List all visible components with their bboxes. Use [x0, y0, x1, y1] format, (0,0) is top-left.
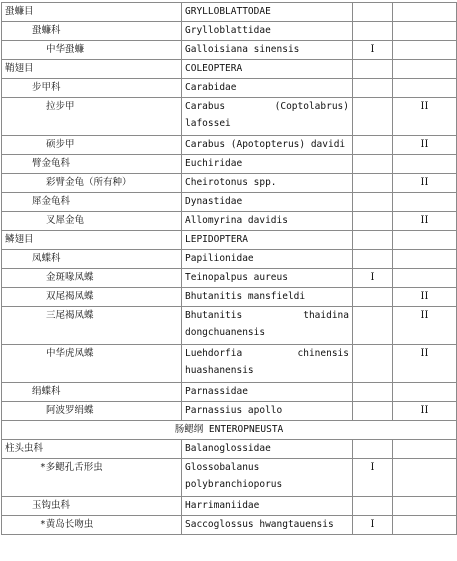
latin-name-cell: Euchiridae	[182, 155, 353, 174]
protection-level-1-cell	[353, 22, 393, 41]
protection-level-1-cell	[353, 79, 393, 98]
table-row	[2, 497, 457, 516]
chinese-name-cell: *黄岛长吻虫	[2, 516, 182, 535]
protection-level-1-cell: I	[353, 516, 393, 535]
protection-level-1-cell: I	[353, 269, 393, 288]
table-row	[2, 345, 457, 383]
chinese-name-cell: 鳞翅目	[2, 231, 182, 250]
latin-name-cell: Parnassidae	[182, 383, 353, 402]
protection-level-1-cell	[353, 155, 393, 174]
chinese-name-cell: 臂金龟科	[2, 155, 182, 174]
latin-name-cell: GRYLLOBLATTODAE	[182, 3, 353, 22]
table-row	[2, 22, 457, 41]
chinese-name-cell: 步甲科	[2, 79, 182, 98]
protection-level-2-cell	[393, 79, 457, 98]
protection-level-2-cell	[393, 516, 457, 535]
chinese-name-cell: 玉钩虫科	[2, 497, 182, 516]
chinese-name-cell: 鞘翅目	[2, 60, 182, 79]
table-row	[2, 383, 457, 402]
protection-level-1-cell	[353, 231, 393, 250]
protection-level-2-cell: II	[393, 136, 457, 155]
latin-name-cell: Harrimaniidae	[182, 497, 353, 516]
protection-level-1-cell: I	[353, 41, 393, 60]
protection-level-2-cell	[393, 231, 457, 250]
latin-name-cell: Cheirotonus spp.	[182, 174, 353, 193]
section-header-row	[2, 421, 457, 440]
latin-name-cell: Bhutanitis thaidina dongchuanensis	[182, 307, 353, 345]
protection-level-2-cell: II	[393, 174, 457, 193]
latin-name-cell: Glossobalanus polybranchioporus	[182, 459, 353, 497]
chinese-name-cell: 硕步甲	[2, 136, 182, 155]
protection-level-1-cell	[353, 60, 393, 79]
protection-level-2-cell	[393, 459, 457, 497]
protection-level-2-cell	[393, 250, 457, 269]
protection-level-1-cell	[353, 345, 393, 383]
protection-level-1-cell	[353, 98, 393, 136]
table-row	[2, 440, 457, 459]
latin-name-cell: Luehdorfia chinensis huashanensis	[182, 345, 353, 383]
table-row	[2, 41, 457, 60]
chinese-name-cell: 阿波罗绢蝶	[2, 402, 182, 421]
chinese-name-cell: 蛩蠊科	[2, 22, 182, 41]
protection-level-2-cell	[393, 193, 457, 212]
table-row	[2, 250, 457, 269]
table-row	[2, 402, 457, 421]
protection-level-1-cell	[353, 497, 393, 516]
table-row	[2, 288, 457, 307]
chinese-name-cell: *多鳃孔舌形虫	[2, 459, 182, 497]
protection-level-2-cell: II	[393, 345, 457, 383]
table-row	[2, 193, 457, 212]
latin-name-cell: COLEOPTERA	[182, 60, 353, 79]
latin-name-cell: Carabus (Coptolabrus) lafossei	[182, 98, 353, 136]
table-row	[2, 459, 457, 497]
table-row	[2, 516, 457, 535]
protection-level-2-cell	[393, 269, 457, 288]
protection-level-1-cell	[353, 307, 393, 345]
table-row	[2, 136, 457, 155]
protection-level-1-cell	[353, 288, 393, 307]
protection-level-2-cell: II	[393, 402, 457, 421]
protection-level-1-cell	[353, 3, 393, 22]
chinese-name-cell: 三尾褐凤蝶	[2, 307, 182, 345]
latin-name-cell: Papilionidae	[182, 250, 353, 269]
protection-level-1-cell	[353, 136, 393, 155]
protection-level-1-cell	[353, 250, 393, 269]
chinese-name-cell: 凤蝶科	[2, 250, 182, 269]
table-row	[2, 212, 457, 231]
latin-name-cell: Bhutanitis mansfieldi	[182, 288, 353, 307]
latin-name-cell: Parnassius apollo	[182, 402, 353, 421]
table-row	[2, 231, 457, 250]
protection-level-1-cell: I	[353, 459, 393, 497]
protection-level-1-cell	[353, 383, 393, 402]
protection-level-2-cell: II	[393, 98, 457, 136]
section-header: 肠鳃纲 ENTEROPNEUSTA	[2, 421, 457, 440]
protection-level-2-cell	[393, 3, 457, 22]
chinese-name-cell: 金斑喙凤蝶	[2, 269, 182, 288]
species-table-body	[2, 3, 457, 535]
chinese-name-cell: 蛩蠊目	[2, 3, 182, 22]
chinese-name-cell: 拉步甲	[2, 98, 182, 136]
table-row	[2, 98, 457, 136]
chinese-name-cell: 叉犀金龟	[2, 212, 182, 231]
protection-level-2-cell	[393, 41, 457, 60]
protection-level-2-cell	[393, 60, 457, 79]
table-row	[2, 155, 457, 174]
species-table	[1, 2, 457, 535]
latin-name-cell: Grylloblattidae	[182, 22, 353, 41]
protection-level-1-cell	[353, 402, 393, 421]
protection-level-2-cell	[393, 440, 457, 459]
latin-name-cell: Dynastidae	[182, 193, 353, 212]
protection-level-2-cell: II	[393, 288, 457, 307]
latin-name-cell: Teinopalpus aureus	[182, 269, 353, 288]
chinese-name-cell: 犀金龟科	[2, 193, 182, 212]
protection-level-2-cell	[393, 497, 457, 516]
latin-name-cell: Galloisiana sinensis	[182, 41, 353, 60]
chinese-name-cell: 中华虎凤蝶	[2, 345, 182, 383]
latin-name-cell: Carabidae	[182, 79, 353, 98]
protection-level-2-cell: II	[393, 212, 457, 231]
table-row	[2, 269, 457, 288]
protection-level-2-cell	[393, 155, 457, 174]
protection-level-2-cell	[393, 22, 457, 41]
chinese-name-cell: 柱头虫科	[2, 440, 182, 459]
latin-name-cell: Carabus (Apotopterus) davidi	[182, 136, 353, 155]
table-row	[2, 3, 457, 22]
chinese-name-cell: 绢蝶科	[2, 383, 182, 402]
table-row	[2, 307, 457, 345]
latin-name-cell: Saccoglossus hwangtauensis	[182, 516, 353, 535]
latin-name-cell: LEPIDOPTERA	[182, 231, 353, 250]
table-row	[2, 174, 457, 193]
chinese-name-cell: 中华蛩蠊	[2, 41, 182, 60]
chinese-name-cell: 彩臂金龟（所有种）	[2, 174, 182, 193]
chinese-name-cell: 双尾褐凤蝶	[2, 288, 182, 307]
protection-level-1-cell	[353, 174, 393, 193]
latin-name-cell: Balanoglossidae	[182, 440, 353, 459]
protection-level-2-cell	[393, 383, 457, 402]
protection-level-1-cell	[353, 193, 393, 212]
protection-level-2-cell: II	[393, 307, 457, 345]
table-row	[2, 79, 457, 98]
protection-level-1-cell	[353, 440, 393, 459]
table-row	[2, 60, 457, 79]
protection-level-1-cell	[353, 212, 393, 231]
latin-name-cell: Allomyrina davidis	[182, 212, 353, 231]
